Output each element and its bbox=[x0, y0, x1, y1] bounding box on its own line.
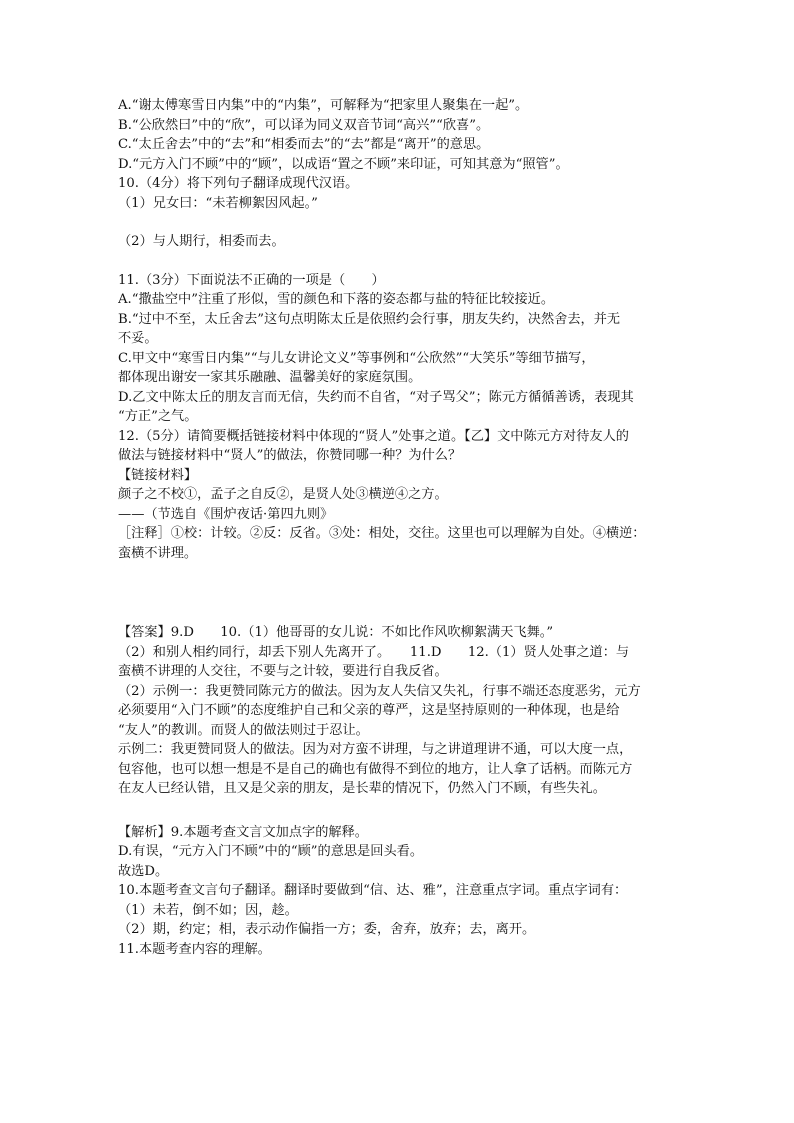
q9-option-b: B.“公欣然曰”中的“欣”，可以译为同义双音节词“高兴”“欣喜”。 bbox=[118, 117, 490, 133]
section-spacer bbox=[118, 799, 678, 823]
answer-line: 包容他，也可以想一想是不是自己的确也有做得不到位的地方，让人拿了话柄。而陈元方 bbox=[118, 761, 633, 777]
answer-heading: 【答案】9.D 10.（1）他哥哥的女儿说：不如比作风吹柳絮满天飞舞。” bbox=[118, 625, 554, 640]
q11-title: 11.（3分）下面说法不正确的一项是（ ） bbox=[118, 272, 385, 288]
link-material-text: 颜子之不校①，孟子之自反②，是贤人处③横逆④之方。 bbox=[118, 487, 448, 502]
q10-title: 10.（4分）将下列句子翻译成现代汉语。 bbox=[118, 176, 359, 191]
analysis-heading: 【解析】9.本题考查文言文加点字的解释。 bbox=[118, 824, 368, 840]
annotation-note: ［注释］①校：计较。②反：反省。③处：相处，交往。这里也可以理解为自处。④横逆： bbox=[118, 526, 646, 541]
answer-line: 在友人已经认错，且又是父亲的朋友，是长辈的情况下，仍然入门不顾，有些失礼。 bbox=[118, 781, 606, 796]
analysis-line: 11.本题考查内容的理解。 bbox=[118, 941, 271, 957]
q10-sentence-1: （1）兄女曰：“未若柳絮因风起。” bbox=[118, 195, 318, 211]
analysis-line: D.有误，“元方入门不顾”中的“顾”的意思是回头看。 bbox=[118, 844, 424, 859]
q11-option-b: B.“过中不至，太丘舍去”这句点明陈太丘是依照约会行事，朋友失约，决然舍去，并无 bbox=[118, 311, 621, 327]
q12-title-cont: 做法与链接材料中“贤人”的做法，你赞同哪一种？为什么？ bbox=[118, 448, 462, 463]
link-material-source: ——（节选自《围炉夜话·第四九则》 bbox=[118, 506, 334, 522]
document-page bbox=[118, 96, 678, 959]
q11-option-c: C.甲文中“寒雪日内集”“与儿女讲论文义”等事例和“公欣然”“大笑乐”等细节描写， bbox=[118, 350, 595, 366]
answer-line: （2）示例一：我更赞同陈元方的做法。因为友人失信又失礼，行事不端还态度恶劣，元方 bbox=[118, 683, 641, 699]
answer-space bbox=[118, 213, 678, 232]
answer-line: 必须要用“入门不顾”的态度维护自己和父亲的尊严，这是坚持原则的一种体现，也是给 bbox=[118, 703, 620, 718]
answer-space bbox=[118, 252, 678, 271]
q11-option-b-cont: 不妥。 bbox=[118, 331, 158, 346]
q11-option-c-cont: 都体现出谢安一家其乐融融、温馨美好的家庭氛围。 bbox=[118, 370, 422, 385]
answer-line: （2）和别人相约同行，却丢下别人先离开了。 11.D 12.（1）贤人处事之道：与 bbox=[118, 644, 630, 660]
q11-option-a: A.“撒盐空中”注重了形似，雪的颜色和下落的姿态都与盐的特征比较接近。 bbox=[118, 292, 555, 307]
analysis-line: （1）未若，倒不如；因，趁。 bbox=[118, 902, 298, 918]
answer-line: 示例二：我更赞同贤人的做法。因为对方蛮不讲理，与之讲道理讲不通，可以大度一点， bbox=[118, 742, 633, 757]
section-spacer bbox=[118, 563, 678, 623]
q9-option-d: D.“元方入门不顾”中的“顾”，以成语“置之不顾”来印证，可知其意为“照管”。 bbox=[118, 156, 569, 172]
q12-title: 12.（5分）请简要概括链接材料中体现的“贤人”处事之道。【乙】文中陈元方对待友人的 bbox=[118, 428, 629, 444]
q11-option-d: D.乙文中陈太丘的朋友言而无信，失约而不自省，“对子骂父”；陈元方循循善诱，表现其 bbox=[118, 389, 634, 405]
q9-option-a: A.“谢太傅寒雪日内集”中的“内集”，可解释为“把家里人聚集在一起”。 bbox=[118, 98, 529, 113]
answer-line: “友人”的教训。而贤人的做法则过于忍让。 bbox=[118, 722, 369, 738]
q11-option-d-cont: “方正”之气。 bbox=[118, 409, 198, 424]
analysis-line: 故选D。 bbox=[118, 863, 169, 879]
q10-sentence-2: （2）与人期行，相委而去。 bbox=[118, 234, 285, 249]
answer-line: 蛮横不讲理的人交往，不要与之计较，要进行自我反省。 bbox=[118, 664, 448, 679]
analysis-line: （2）期，约定；相，表示动作偏指一方；委，舍弃，放弃；去，离开。 bbox=[118, 922, 536, 937]
link-material-heading: 【链接材料】 bbox=[118, 467, 198, 483]
q9-option-c: C.“太丘舍去”中的“去”和“相委而去”的“去”都是“离开”的意思。 bbox=[118, 137, 490, 152]
annotation-note-cont: 蛮横不讲理。 bbox=[118, 545, 198, 561]
analysis-line: 10.本题考查文言句子翻译。翻译时要做到“信、达、雅”，注意重点字词。重点字词有： bbox=[118, 883, 628, 898]
